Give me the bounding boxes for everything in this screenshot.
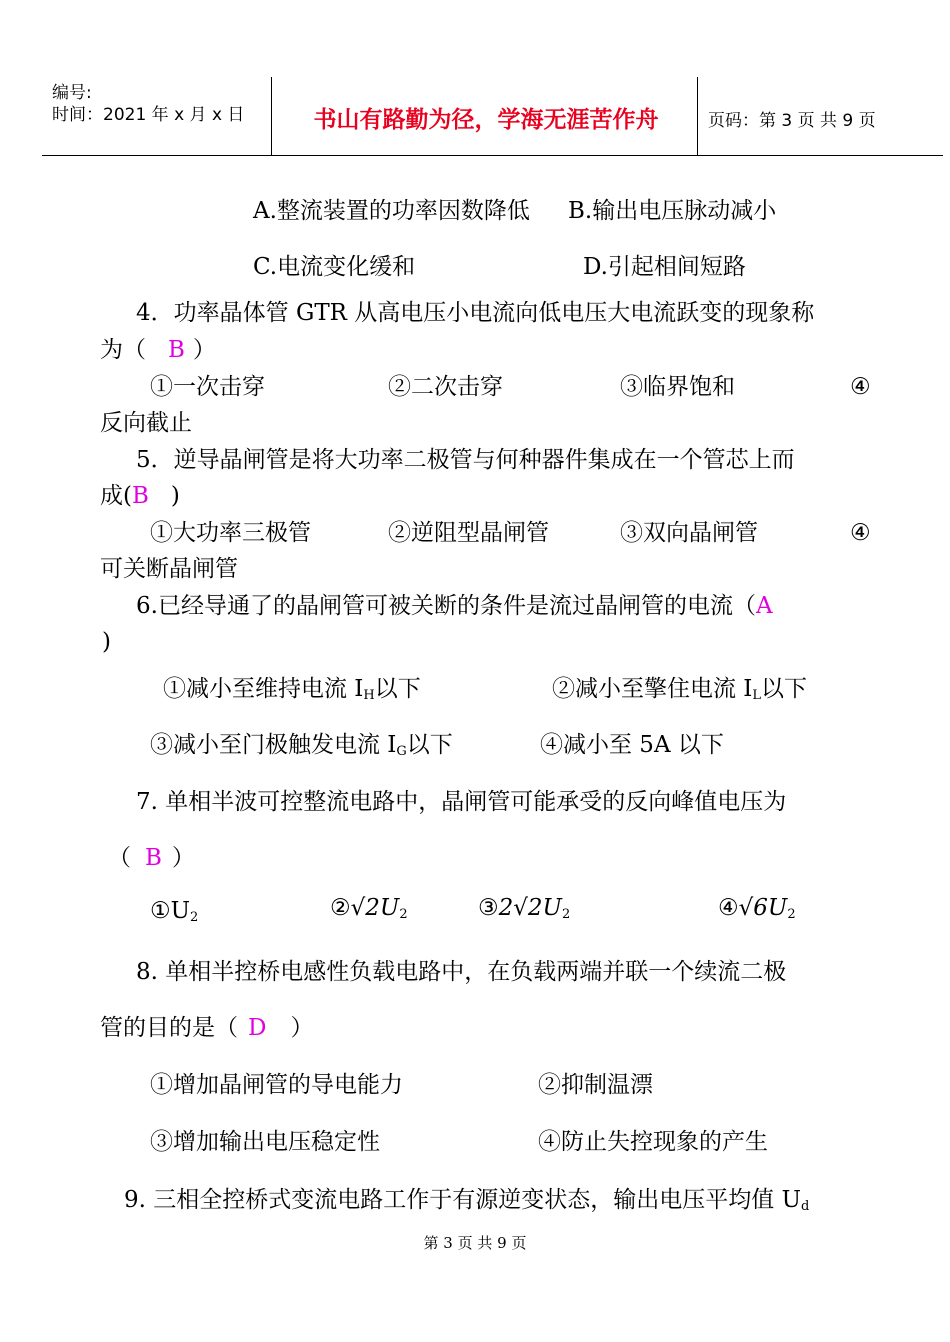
q4-option-2: ②二次击穿 [388,374,503,400]
q6-answer: A [755,593,773,619]
q5-option-1: ①大功率三极管 [150,520,311,546]
header-meta [52,82,244,126]
header-rule [42,155,943,156]
q5-answer: B [131,483,149,509]
q4-answer: B [168,337,185,363]
header-divider [271,77,272,156]
q5-option-4: 可关断晶闸管 [100,556,238,582]
q8-stem: 8. 单相半控桥电感性负载电路中，在负载两端并联一个续流二极 [136,959,787,985]
q6-option-3: ③减小至门极触发电流 $I_G$以下 [150,732,453,759]
q4-stem: 4．功率晶体管 GTR 从高电压小电流向低电压大电流跃变的现象称 [136,300,815,326]
q8-option-2: ②抑制温漂 [538,1072,653,1098]
q7-answer-line: （ B ） [108,845,195,871]
q8-option-1: ①增加晶闸管的导电能力 [150,1072,403,1098]
sqrt2-formula: √2U [350,895,400,921]
q4-option-4: 反向截止 [100,410,192,436]
q6-close: ) [102,629,111,655]
sqrt6-formula: √6U [738,895,788,921]
q5-option-4-marker: ④ [850,520,871,546]
q8-answer: D [248,1015,267,1041]
q7-option-3: $③2√2U_2$ [478,895,571,922]
header-motto: 书山有路勤为径，学海无涯苦作舟 [313,107,659,133]
q5-stem-line2: 成(B ) [100,483,180,509]
page-footer: 第 3 页 共 9 页 [423,1234,527,1252]
q3-option-d: D.引起相间短路 [583,254,746,280]
q4-stem-line2: 为（ B ） [100,337,216,363]
q3-option-a: A.整流装置的功率因数降低 [253,198,530,224]
q3-option-c: C.电流变化缓和 [253,254,416,280]
q8-option-4: ④防止失控现象的产生 [538,1129,768,1155]
q8-stem-line2: 管的目的是（ D ） [100,1015,314,1041]
q7-option-2: $②√2U_2$ [330,895,408,922]
q8-option-3: ③增加输出电压稳定性 [150,1129,380,1155]
q4-option-3: ③临界饱和 [620,374,735,400]
q7-option-1: $①U_2$ [150,898,199,925]
q5-option-3: ③双向晶闸管 [620,520,758,546]
q3-option-b: B.输出电压脉动减小 [568,198,777,224]
q5-option-2: ②逆阻型晶闸管 [388,520,549,546]
q6-option-4: ④减小至 5A 以下 [540,732,724,758]
q7-stem: 7. 单相半波可控整流电路中，晶闸管可能承受的反向峰值电压为 [136,789,787,815]
q9-stem: 9. 三相全控桥式变流电路工作于有源逆变状态，输出电压平均值 $U_d$ [124,1187,810,1214]
q6-option-1: ①减小至维持电流 $I_H$以下 [163,676,421,703]
q4-option-1: ①一次击穿 [150,374,265,400]
two-sqrt2-formula: 2√2U [498,895,562,921]
q7-option-4: $④√6U_2$ [718,895,796,922]
header-divider [697,77,698,156]
time-label: 时间：2021 年 x 月 x 日 [52,105,245,125]
q6-option-2: ②减小至擎住电流 $I_L$以下 [552,676,808,703]
number-label: 编号: [52,83,92,103]
header-page-label: 页码：第 3 页 共 9 页 [708,111,876,131]
q4-option-4-marker: ④ [850,374,871,400]
q6-stem: 6.已经导通了的晶闸管可被关断的条件是流过晶闸管的电流（A [136,593,773,619]
q7-answer: B [145,845,162,871]
q5-stem: 5．逆导晶闸管是将大功率二极管与何种器件集成在一个管芯上而 [136,447,795,473]
